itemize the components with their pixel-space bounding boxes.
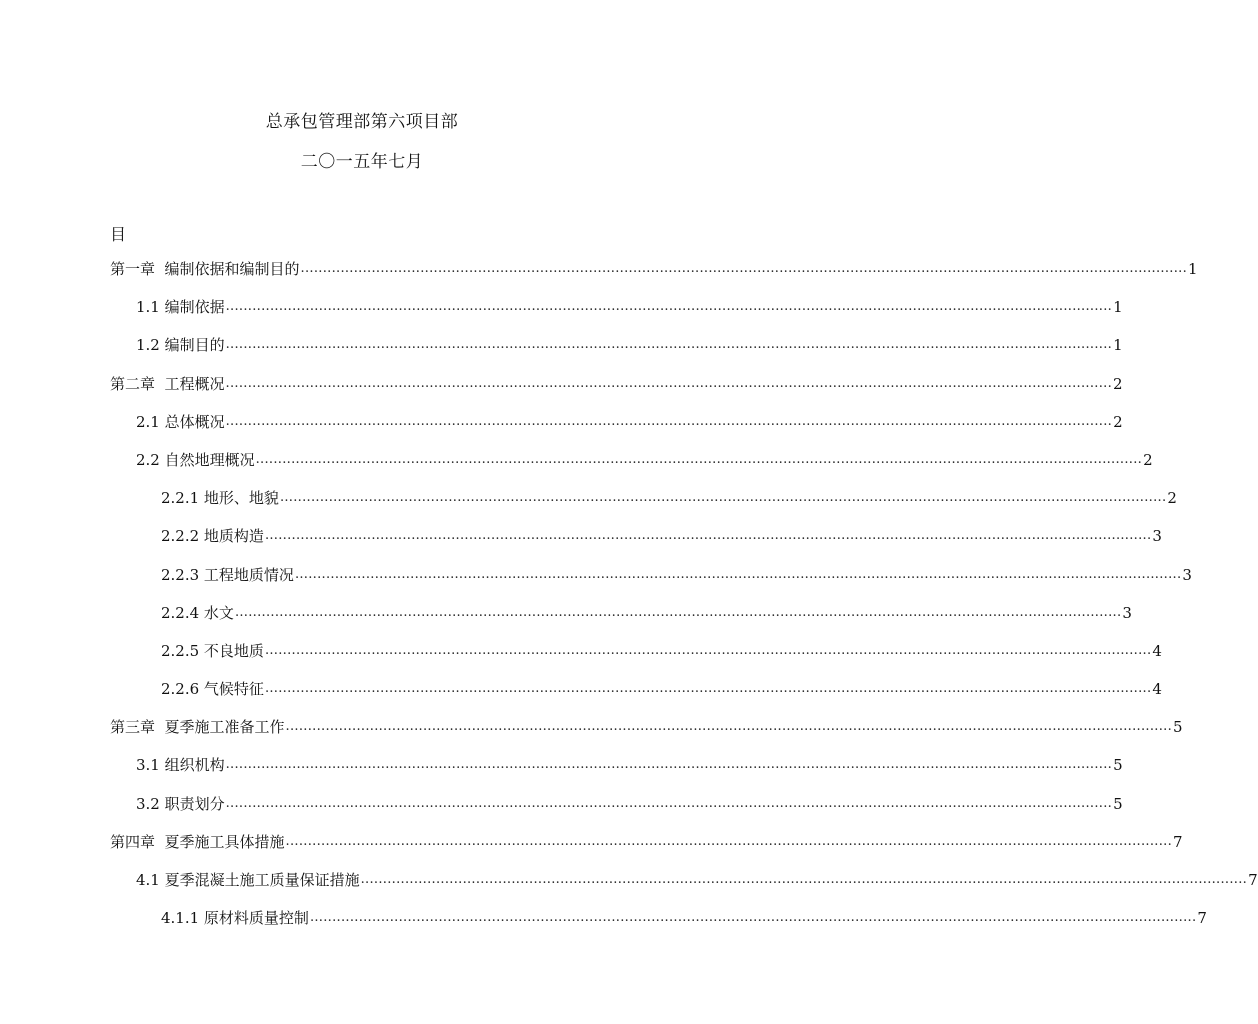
toc-entry-page: 1 <box>1113 298 1123 317</box>
toc-leader-dots: ........................................................................................................................................................................................................ <box>225 795 1113 811</box>
toc-entry-page: 3 <box>1122 603 1132 622</box>
toc-entry-page: 2 <box>1113 374 1123 393</box>
toc-entry-title: 2.2.1 地形、地貌 <box>161 489 279 508</box>
toc-entry[interactable] <box>110 527 1162 565</box>
toc-leader-dots: ........................................................................................................................................................................................................ <box>279 490 1167 506</box>
toc-entry-title: 2.2.5 不良地质 <box>161 641 264 660</box>
toc-entry-title: 第一章 编制依据和编制目的 <box>110 260 300 278</box>
toc-entry-page: 3 <box>1152 527 1162 546</box>
toc-entry-title: 3.2 职责划分 <box>136 794 225 813</box>
toc-entry-page: 4 <box>1152 680 1162 699</box>
document-date: 二〇一五年七月 <box>300 152 424 172</box>
toc-entry-title: 1.1 编制依据 <box>136 298 225 317</box>
toc-entry-page: 1 <box>1113 336 1123 355</box>
toc-entry-page: 5 <box>1173 718 1183 737</box>
toc-leader-dots: ........................................................................................................................................................................................................ <box>264 528 1152 544</box>
toc-entry[interactable] <box>110 260 1198 298</box>
toc-leader-dots: ........................................................................................................................................................................................................ <box>285 719 1173 735</box>
toc-entry-page: 5 <box>1113 756 1123 775</box>
toc-entry[interactable] <box>110 603 1132 642</box>
toc-entry-page: 2 <box>1143 450 1153 469</box>
toc-entry-title: 3.1 组织机构 <box>136 756 225 775</box>
toc-entry-title: 1.2 编制目的 <box>136 336 225 355</box>
toc-entry-title: 2.2.2 地质构造 <box>161 527 264 546</box>
toc-entry[interactable] <box>110 336 1123 374</box>
toc-entry-title: 第二章 工程概况 <box>110 374 225 393</box>
toc-entry-title: 2.2 自然地理概况 <box>136 450 255 469</box>
toc-entry[interactable] <box>110 489 1177 527</box>
toc-entry-title: 2.2.6 气候特征 <box>161 680 264 699</box>
toc-leader-dots: ........................................................................................................................................................................................................ <box>309 910 1197 926</box>
toc-entry[interactable] <box>110 718 1183 756</box>
toc-entry[interactable] <box>110 794 1123 833</box>
toc-entry[interactable] <box>110 909 1207 947</box>
toc-leader-dots: ........................................................................................................................................................................................................ <box>264 681 1152 697</box>
toc-leader-dots: ........................................................................................................................................................................................................ <box>300 261 1188 276</box>
toc-entry[interactable] <box>110 680 1162 718</box>
toc-leader-dots: ........................................................................................................................................................................................................ <box>225 757 1113 773</box>
toc-entry-page: 2 <box>1113 412 1123 431</box>
toc-entry[interactable] <box>110 374 1123 413</box>
organization-title: 总承包管理部第六项目部 <box>265 112 459 132</box>
toc-leader-dots: ........................................................................................................................................................................................................ <box>264 642 1152 658</box>
toc-leader-dots: ........................................................................................................................................................................................................ <box>234 604 1122 620</box>
toc-entry-page: 3 <box>1182 565 1192 584</box>
toc-entry[interactable] <box>110 641 1162 680</box>
toc-heading: 目 <box>110 225 127 244</box>
toc-leader-dots: ........................................................................................................................................................................................................ <box>225 375 1113 391</box>
toc-entry-page: 5 <box>1113 794 1123 813</box>
toc-leader-dots: ........................................................................................................................................................................................................ <box>360 872 1248 887</box>
toc-entry-title: 2.1 总体概况 <box>136 412 225 431</box>
toc-entry[interactable] <box>110 565 1192 604</box>
toc-leader-dots: ........................................................................................................................................................................................................ <box>225 413 1113 429</box>
toc-entry-page: 7 <box>1197 909 1207 928</box>
toc-entry-title: 第四章 夏季施工具体措施 <box>110 832 285 851</box>
toc-entry-title: 2.2.3 工程地质情况 <box>161 565 294 584</box>
toc-leader-dots: ........................................................................................................................................................................................................ <box>225 299 1113 315</box>
toc-leader-dots: ........................................................................................................................................................................................................ <box>225 337 1113 353</box>
toc-entry[interactable] <box>110 871 1258 909</box>
toc-entry-page: 7 <box>1248 871 1258 889</box>
toc-entry[interactable] <box>110 450 1153 489</box>
toc-entry-title: 第三章 夏季施工准备工作 <box>110 718 285 737</box>
toc-entry[interactable] <box>110 298 1123 336</box>
toc-entry[interactable] <box>110 412 1123 451</box>
toc-entry-title: 4.1.1 原材料质量控制 <box>161 909 309 928</box>
toc-entry-page: 1 <box>1188 260 1198 278</box>
toc-entry-page: 4 <box>1152 641 1162 660</box>
table-of-contents <box>110 260 1258 947</box>
toc-leader-dots: ........................................................................................................................................................................................................ <box>285 833 1173 849</box>
toc-leader-dots: ........................................................................................................................................................................................................ <box>294 566 1182 582</box>
toc-entry-page: 7 <box>1173 832 1183 851</box>
toc-entry[interactable] <box>110 832 1183 871</box>
toc-entry[interactable] <box>110 756 1123 794</box>
toc-entry-title: 2.2.4 水文 <box>161 603 234 622</box>
toc-leader-dots: ........................................................................................................................................................................................................ <box>255 451 1143 467</box>
toc-entry-page: 2 <box>1167 489 1177 508</box>
toc-entry-title: 4.1 夏季混凝土施工质量保证措施 <box>136 871 360 889</box>
